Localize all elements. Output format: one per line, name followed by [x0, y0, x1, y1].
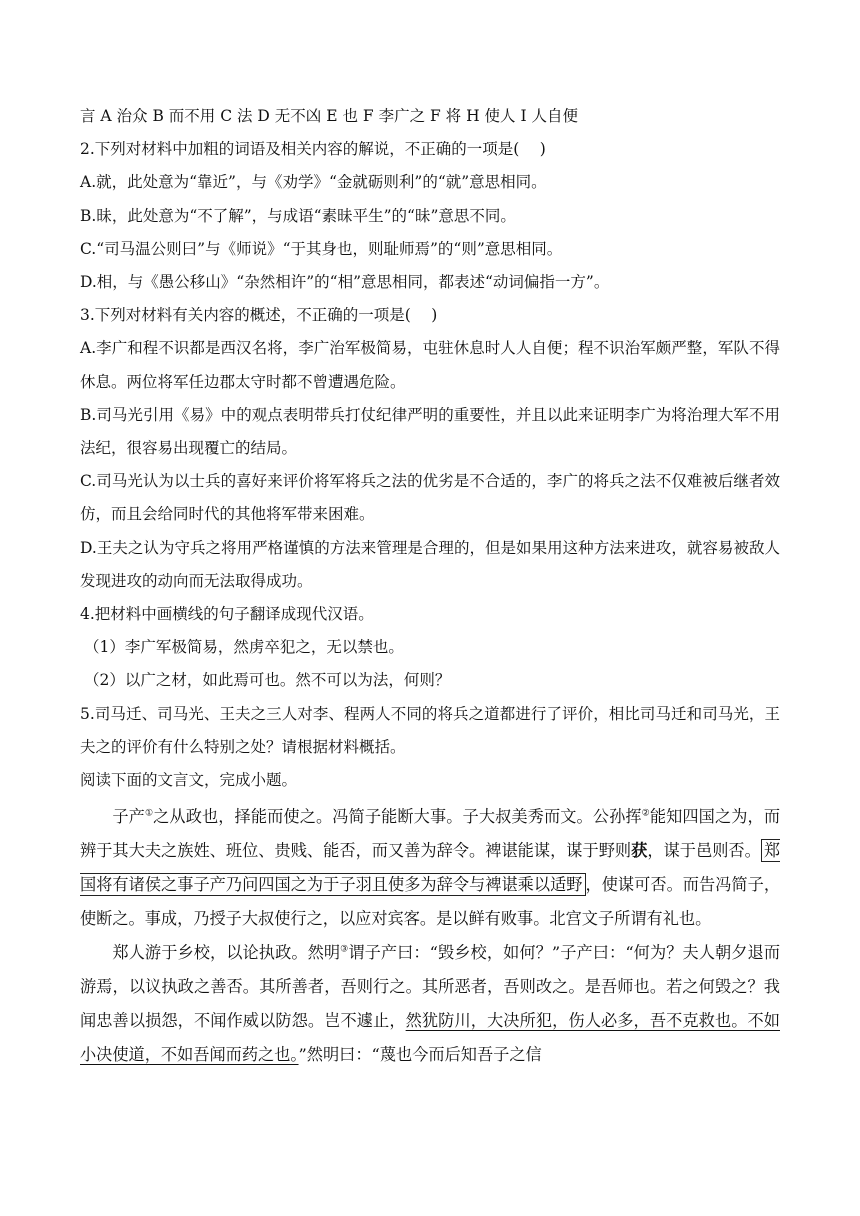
underlined-sentence: 然犹防川，大决所犯，伤人必多，吾不克救也。不如小决使道，不如吾闻而药之也。 — [80, 1011, 780, 1064]
text-run: 郑人游于乡校，以论执政。然明 — [112, 943, 341, 962]
question-3-option-d: D.王夫之认为守兵之将用严格谨慎的方法来管理是合理的，但是如果用这种方法来进攻，就容易被敌人发现进攻的动向而无法取得成功。 — [80, 538, 780, 590]
passage-paragraph-1 — [80, 800, 780, 936]
footnote-marker-2: ② — [641, 808, 650, 819]
text-run: ，使谋可否。而告冯简子，使断之。事成，乃授子大叔使行之，以应对宾客。是以鲜有败事。北宫文子所谓有礼也。 — [80, 875, 781, 928]
question-3-option-a: A.李广和程不识都是西汉名将，李广治军极简易，屯驻休息时人人自便；程不识治军颇严整，军队不得休息。两位将军任边郡太守时都不曾遭遇危险。 — [80, 339, 780, 391]
question-4-sentence-2: （2）以广之材，如此焉可也。然不可以为法，何则？ — [84, 671, 451, 690]
text-run: 子产 — [112, 807, 145, 826]
boxed-sentence: 郑国将有诸侯之事子产乃问四国之为于子羽且使多为辞令与裨谌乘以适野 — [80, 841, 781, 894]
text-run: ”然明曰：“蔑也今而后知吾子之信 — [298, 1045, 542, 1064]
footnote-marker-1: ① — [144, 808, 154, 819]
question-2-option-d: D.相，与《愚公移山》“杂然相许”的“相”意思相同，都表述“动词偏指一方”。 — [80, 273, 610, 292]
passage-paragraph-2 — [80, 936, 780, 1072]
question-4-stem: 4.把材料中画横线的句子翻译成现代汉语。 — [80, 605, 374, 624]
text-run: ，谋于邑则否。 — [647, 841, 761, 860]
classical-chinese-passage — [80, 800, 780, 1072]
text-run: 能知四国之为，而辨于其大夫之族姓、班位、贵贱、能否，而又善为辞令。裨谌能谋，谋于野则 — [80, 807, 781, 860]
question-section — [80, 100, 780, 797]
text-run: 之从政也，择能而使之。冯简子能断大事。子大叔美秀而文。公孙挥 — [153, 807, 642, 826]
question-2-option-a: A.就，此处意为“靠近”，与《劝学》“金就砺则利”的“就”意思相同。 — [80, 173, 547, 192]
text-run: 谓子产曰：“毁乡校，如何？”子产曰：“何为？夫人朝夕退而游焉，以议执政之善否。其所善者，吾则行之。其所恶者，吾则改之。是吾师也。若之何毁之？我闻忠善以损怨，不闻作威以防怨。岂不遽止， — [80, 943, 781, 1030]
question-3-option-b: B.司马光引用《易》中的观点表明带兵打仗纪律严明的重要性，并且以此来证明李广为将治理大军不用法纪，很容易出现覆亡的结局。 — [80, 405, 780, 458]
question-1-options-tail: 言 A 治众 B 而不用 C 法 D 无不凶 E 也 F 李广之 F 将 H 使人 I 人自便 — [80, 107, 579, 125]
question-2-stem: 2.下列对材料中加粗的词语及相关内容的解说，不正确的一项是( ) — [80, 140, 546, 159]
reading-instruction: 阅读下面的文言文，完成小题。 — [80, 771, 298, 790]
question-2-option-b: B.昧，此处意为“不了解”，与成语“素昧平生”的“昧”意思不同。 — [80, 206, 516, 225]
question-4-sentence-1: （1）李广军极简易，然虏卒犯之，无以禁也。 — [84, 638, 404, 657]
question-3-option-c: C.司马光认为以士兵的喜好来评价将军将兵之法的优劣是不合适的，李广的将兵之法不仅难被后继者效仿，而且会给同时代的其他将军带来困难。 — [80, 472, 780, 524]
question-5: 5.司马迁、司马光、王夫之三人对李、程两人不同的将兵之道都进行了评价，相比司马迁和司马光，王夫之的评价有什么特别之处？请根据材料概括。 — [80, 704, 780, 756]
question-3-stem: 3.下列对材料有关内容的概述，不正确的一项是( ) — [80, 306, 438, 325]
question-2-option-c: C.“司马温公则曰”与《师说》“于其身也，则耻师焉”的“则”意思相同。 — [80, 239, 563, 258]
footnote-marker-3: ③ — [340, 944, 349, 955]
bold-keyword: 获 — [631, 841, 648, 860]
